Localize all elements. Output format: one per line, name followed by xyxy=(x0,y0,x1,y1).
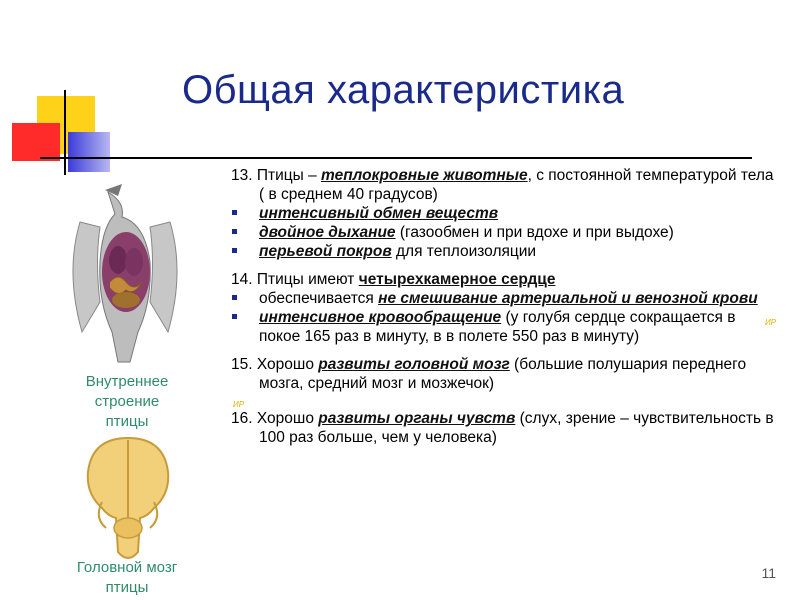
blue-square xyxy=(68,132,110,172)
red-square xyxy=(12,123,60,161)
bird-caption-line-2: строение xyxy=(94,393,160,410)
highlight-term: не смешивание артериальной и венозной крови xyxy=(378,290,758,307)
vertical-line xyxy=(64,90,66,175)
list-item: 15. Хорошо развиты головной мозг (большие полушария переднего мозга, средний мозг и мозжечок) ИР xyxy=(231,356,747,409)
list-item: 14. Птицы имеют четырехкамерное сердце xyxy=(231,271,556,288)
content-list xyxy=(231,166,776,447)
title-divider xyxy=(40,157,752,159)
highlight-term: развиты органы чувств xyxy=(318,410,516,427)
list-item xyxy=(231,204,776,223)
bird-caption xyxy=(62,372,192,432)
list-item: 16. Хорошо развиты органы чувств (слух, зрение – чувствительность в 100 раз больше, чем у человека) xyxy=(231,410,774,446)
brain-caption xyxy=(52,558,202,598)
highlight-term: теплокровные животные xyxy=(321,167,528,184)
highlight-term: развиты головной мозг xyxy=(318,356,510,373)
brain-caption-line-1: Головной мозг xyxy=(76,559,178,576)
page-number: 11 xyxy=(761,565,776,581)
bird-anatomy-illustration xyxy=(60,182,190,367)
highlight-term: четырехкамерное сердце xyxy=(358,271,556,288)
highlight-term: перьевой покров xyxy=(259,243,392,260)
highlight-term: двойное дыхание xyxy=(259,224,396,241)
brain-illustration xyxy=(78,432,178,564)
bird-caption-line-3: птицы xyxy=(105,413,149,430)
ip-mark: ИР xyxy=(764,318,776,327)
list-item: 13. Птицы – теплокровные животные, с постоянной температурой тела ( в среднем 40 градусов) xyxy=(231,167,774,203)
list-item: обеспечивается не смешивание артериальной и венозной крови ИР xyxy=(231,289,776,308)
list-item: перьевой покров для теплоизоляции xyxy=(231,242,776,261)
page-title: Общая характеристика xyxy=(182,68,625,112)
list-item: интенсивное кровообращение (у голубя сердце сокращается в покое 165 раз в минуту, в в полете 550 раз в минуту) xyxy=(231,308,776,346)
highlight-term: интенсивное кровообращение xyxy=(259,309,502,326)
highlight-term: интенсивный обмен веществ xyxy=(259,205,499,222)
brain-caption-line-2: птицы xyxy=(105,579,149,596)
decor-squares xyxy=(0,0,120,175)
list-item: двойное дыхание (газообмен и при вдохе и при выдохе) xyxy=(231,223,776,242)
bird-caption-line-1: Внутреннее xyxy=(85,373,169,390)
